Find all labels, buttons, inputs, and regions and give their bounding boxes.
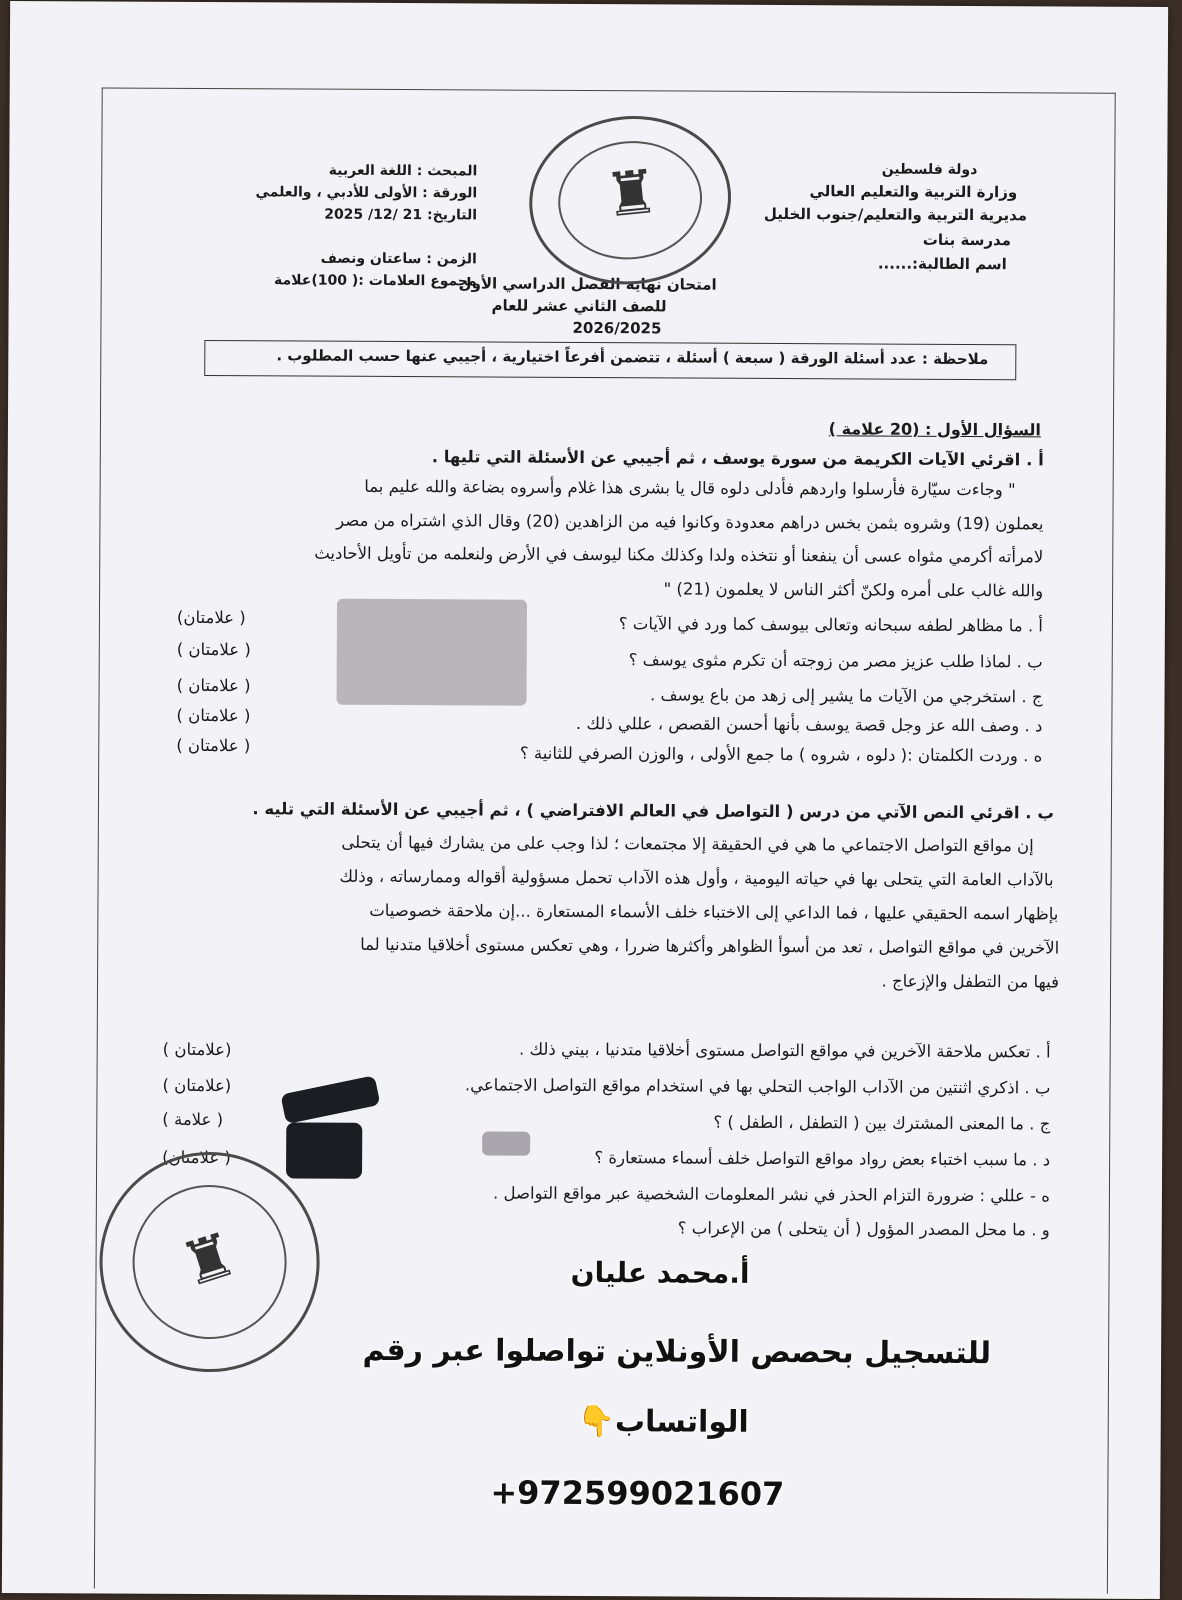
student-name-label: اسم الطالبة:......: [877, 254, 1007, 274]
total-marks: مجموع العلامات :( 100)علامة: [274, 272, 477, 290]
q1b-marks-2: (علامتان ): [162, 1075, 232, 1096]
q1a-marks-5: ( علامتان ): [176, 735, 251, 756]
q1a-marks-3: ( علامتان ): [176, 675, 251, 696]
redacted-area: [336, 599, 527, 706]
paper-label: الورقة : الأولى للأدبي ، والعلمي: [255, 184, 478, 202]
eagle-emblem-icon: ♜: [601, 156, 662, 232]
passage-line-1: إن مواقع التواصل الاجتماعي ما هي في الحقيقة إلا مجتمعات ؛ لذا وجب على من يشارك فيها أن يتحلى: [341, 832, 1034, 856]
passage-line-3: بإظهار اسمه الحقيقي عليها ، فما الداعي إلى الاختباء خلف الأسماء المستعارة ...إن ملاحقة خصوصيات: [369, 900, 1059, 924]
question-1-title: السؤال الأول : (20 علامة ): [828, 419, 1041, 440]
exam-date: التاريخ: 21 /12/ 2025: [324, 206, 478, 224]
q1b-question-3: ج . ما المعنى المشترك بين ( التطفل ، الطفل ) ؟: [713, 1112, 1051, 1134]
exam-paper: [2, 1, 1168, 1599]
verse-line-1: " وجاءت سيّارة فأرسلوا واردهم فأدلى دلوه قال يا بشرى هذا غلام وأسروه بضاعة والله عليم بما: [364, 476, 1016, 500]
q1a-marks-4: ( علامتان ): [176, 705, 251, 726]
school-name: مدرسة بنات: [922, 230, 1011, 250]
q1a-question-2: ب . لماذا طلب عزيز مصر من زوجته أن تكرم مثوى يوسف ؟: [628, 650, 1043, 672]
state-name: دولة فلسطين: [881, 161, 978, 179]
passage-line-5: فيها من التطفل والإزعاج .: [881, 971, 1060, 992]
q1a-question-3: ج . استخرجي من الآيات ما يشير إلى زهد من باع يوسف .: [649, 685, 1043, 707]
academic-year: 2026/2025: [572, 318, 662, 338]
part-b-intro: ب . اقرئي النص الآتي من درس ( التواصل في العالم الافتراضي ) ، ثم أجيبي عن الأسئلة التي تليه .: [252, 799, 1054, 823]
q1b-marks-4: ( علامتان): [162, 1147, 231, 1168]
teacher-name: أ.محمد عليان: [570, 1255, 750, 1290]
eagle-emblem-icon: ♜: [172, 1218, 246, 1302]
grade-label: للصف الثاني عشر للعام: [491, 296, 667, 316]
q1a-marks-2: ( علامتان ): [176, 639, 251, 660]
q1b-question-1: أ . تعكس ملاحقة الآخرين في مواقع التواصل مستوى أخلاقيا متدنيا ، بيني ذلك .: [518, 1039, 1051, 1062]
q1b-marks-3: ( علامة ): [162, 1109, 224, 1130]
directorate-name: مديرية التربية والتعليم/جنوب الخليل: [763, 204, 1028, 225]
verse-line-2: يعملون (19) وشروه بثمن بخس دراهم معدودة وكانوا فيه من الزاهدين (20) وقال الذي اشتراه من مصر: [336, 510, 1044, 534]
q1b-question-5: ه - عللي : ضرورة التزام الحذر في نشر المعلومات الشخصية عبر مواقع التواصل .: [493, 1183, 1050, 1206]
subject-label: المبحث : اللغة العربية: [328, 162, 478, 180]
exam-duration: الزمن : ساعتان ونصف: [320, 250, 477, 268]
part-a-intro: أ . اقرئي الآيات الكريمة من سورة يوسف ، ثم أجيبي عن الأسئلة التي تليها .: [431, 447, 1044, 470]
redacted-mark: [286, 1122, 362, 1178]
exam-note: ملاحظة : عدد أسئلة الورقة ( سبعة ) أسئلة ، تتضمن أفرعاً اختيارية ، أجيبي عنها حسب المطلوب .: [276, 346, 989, 369]
verse-line-3: لامرأته أكرمي مثواه عسى أن ينفعنا أو نتخذه ولدا وكذلك مكنا ليوسف في الأرض ولنعلمه من تأويل الأحاديث: [314, 543, 1044, 567]
promo-line-2: الواتساب👇: [577, 1403, 749, 1440]
verse-line-4: والله غالب على أمره ولكنّ أكثر الناس لا يعلمون (21) ": [663, 579, 1044, 601]
q1a-question-4: د . وصف الله عز وجل قصة يوسف بأنها أحسن القصص ، عللي ذلك .: [575, 713, 1043, 736]
passage-line-4: الآخرين في مواقع التواصل ، تعد من أسوأ الظواهر وأكثرها ضررا ، وهي تعكس مستوى أخلاقيا متدنيا لما: [360, 934, 1060, 958]
q1b-question-6: و . ما محل المصدر المؤول ( أن يتحلى ) من الإعراب ؟: [677, 1218, 1050, 1240]
q1b-question-2: ب . اذكري اثنتين من الآداب الواجب التحلي بها في استخدام مواقع التواصل الاجتماعي.: [464, 1075, 1051, 1098]
q1a-marks-1: ( علامتان): [176, 607, 246, 628]
whatsapp-phone-number[interactable]: +972599021607: [490, 1473, 785, 1514]
q1b-marks-1: (علامتان ): [162, 1039, 232, 1060]
promo-line-1: للتسجيل بحصص الأونلاين تواصلوا عبر رقم: [362, 1332, 992, 1372]
q1a-question-5: ه . وردت الكلمتان :( دلوه ، شروه ) ما جمع الأولى ، والوزن الصرفي للثانية ؟: [519, 743, 1043, 766]
ministry-name: وزارة التربية والتعليم العالي: [809, 182, 1018, 202]
redacted-mark: [482, 1131, 530, 1155]
q1b-question-4: د . ما سبب اختباء بعض رواد مواقع التواصل خلف أسماء مستعارة ؟: [594, 1148, 1051, 1170]
exam-title: امتحان نهاية الفصل الدراسي الأول: [458, 274, 717, 294]
q1a-question-1: أ . ما مظاهر لطفه سبحانه وتعالى بيوسف كما ورد في الآيات ؟: [618, 614, 1043, 636]
passage-line-2: بالآداب العامة التي يتحلى بها في حياته اليومية ، وأول هذه الآداب تحمل مسؤولية أقواله وممارساته ، وذلك: [339, 866, 1054, 890]
